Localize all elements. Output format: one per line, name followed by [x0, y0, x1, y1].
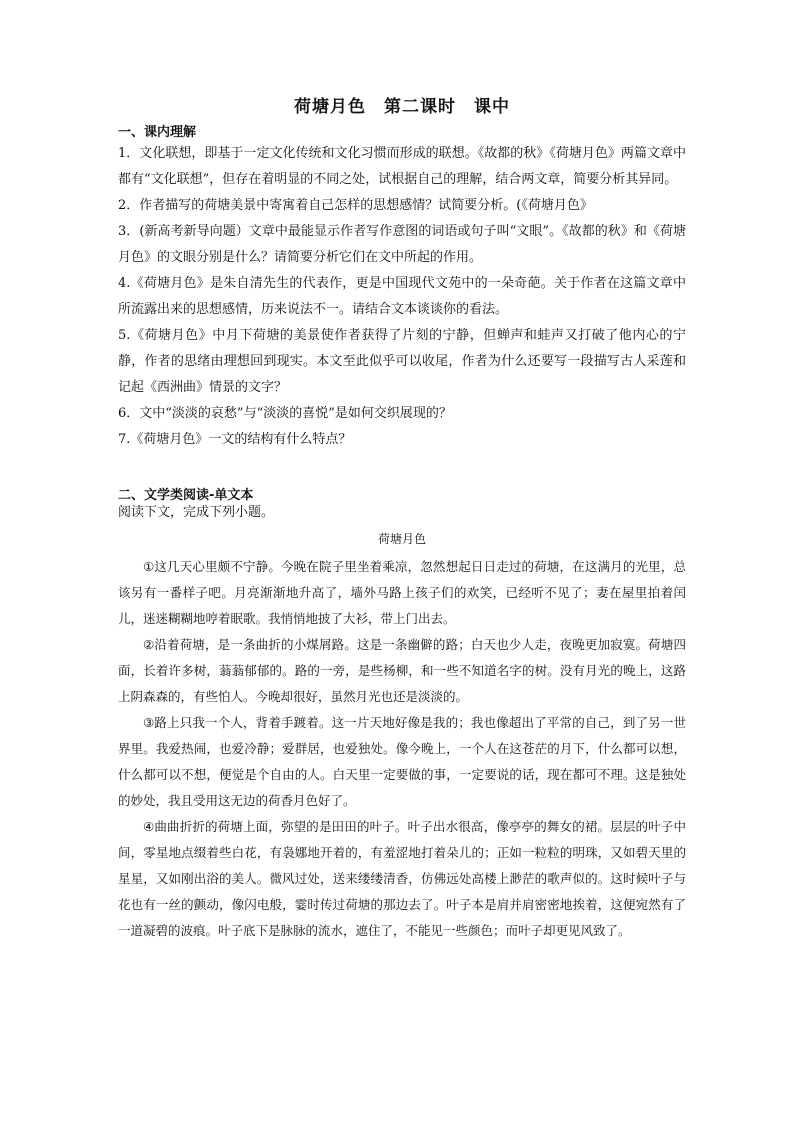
- question-7: 7.《荷塘月色》一文的结构有什么特点？: [118, 432, 352, 447]
- question-3: 3．(新高考新导向题）文章中最能显示作者写作意图的词语或句子叫“文眼”。《故都的秋》和《荷塘月色》的文眼分别是什么？请简要分析它们在文中所起的作用。: [118, 224, 686, 265]
- passage-title: 荷塘月色: [377, 532, 426, 546]
- section-comprehension: [118, 124, 686, 453]
- question-1: 1．文化联想，即基于一定文化传统和文化习惯而形成的联想。《故都的秋》《荷塘月色》两篇文章中都有“文化联想”，但存在着明显的不同之处，试根据自己的理解，结合两文章，简要分析其异同。: [118, 146, 686, 187]
- section-heading: 二、文学类阅读-单文本: [118, 488, 254, 503]
- section-spacer: [118, 453, 686, 487]
- passage-paragraph-4: ④曲曲折折的荷塘上面，弥望的是田田的叶子。叶子出水很高，像亭亭的舞女的裙。层层的叶子中间，零星地点缀着些白花，有袅娜地开着的，有羞涩地打着朵儿的；正如一粒粒的明珠，又如碧天里的星星，又如刚出浴的美人。微风过处，送来缕缕清香，仿佛远处高楼上渺茫的歌声似的。这时候叶子与花也有一丝的颤动，像闪电般，霎时传过荷塘的那边去了。叶子本是肩并肩密密地挨着，这便宛然有了一道凝碧的波痕。叶子底下是脉脉的流水，遮住了，不能见一些颜色；而叶子却更见风致了。: [118, 819, 686, 938]
- passage-paragraph-3: ③路上只我一个人，背着手踱着。这一片天地好像是我的；我也像超出了平常的自己，到了另一世界里。我爱热闹，也爱冷静；爱群居，也爱独处。像今晚上，一个人在这苍茫的月下，什么都可以想，什么都可以不想，便觉是个自由的人。白天里一定要做的事，一定要说的话，现在都可不理。这是独处的妙处，我且受用这无边的荷香月色好了。: [118, 715, 686, 808]
- passage-paragraph-1: ①这几天心里颇不宁静。今晚在院子里坐着乘凉，忽然想起日日走过的荷塘，在这满月的光里，总该另有一番样子吧。月亮渐渐地升高了，墙外马路上孩子们的欢笑，已经听不见了；妻在屋里拍着闰儿，迷迷糊糊地哼着眠歌。我悄悄地披了大衫，带上门出去。: [118, 559, 686, 626]
- question-4: 4.《荷塘月色》是朱自清先生的代表作，更是中国现代文苑中的一朵奇葩。关于作者在这篇文章中所流露出来的思想感情，历来说法不一。请结合文本谈谈你的看法。: [118, 276, 686, 317]
- question-6: 6．文中“淡淡的哀愁”与“淡淡的喜悦”是如何交织展现的？: [118, 406, 452, 421]
- question-2: 2．作者描写的荷塘美景中寄寓着自己怎样的思想感情？试简要分析。(《荷塘月色》: [118, 198, 593, 213]
- page-title: 荷塘月色 第二课时 课中: [294, 97, 510, 117]
- passage-paragraph-2: ②沿着荷塘，是一条曲折的小煤屑路。这是一条幽僻的路；白天也少人走，夜晚更加寂寞。荷塘四面，长着许多树，蓊蓊郁郁的。路的一旁，是些杨柳，和一些不知道名字的树。没有月光的晚上，这路上阴森森的，有些怕人。今晚却很好，虽然月光也还是淡淡的。: [118, 637, 686, 704]
- section-reading: [118, 487, 686, 944]
- section-heading: 一、课内理解: [118, 125, 197, 140]
- reading-instruction: 阅读下文，完成下列小题。: [118, 505, 275, 520]
- question-5: 5.《荷塘月色》中月下荷塘的美景使作者获得了片刻的宁静，但蝉声和蛙声又打破了他内心的宁静，作者的思绪由理想回到现实。本文至此似乎可以收尾，作者为什么还要写一段描写古人采莲和记起《西洲曲》情景的文字？: [118, 328, 686, 395]
